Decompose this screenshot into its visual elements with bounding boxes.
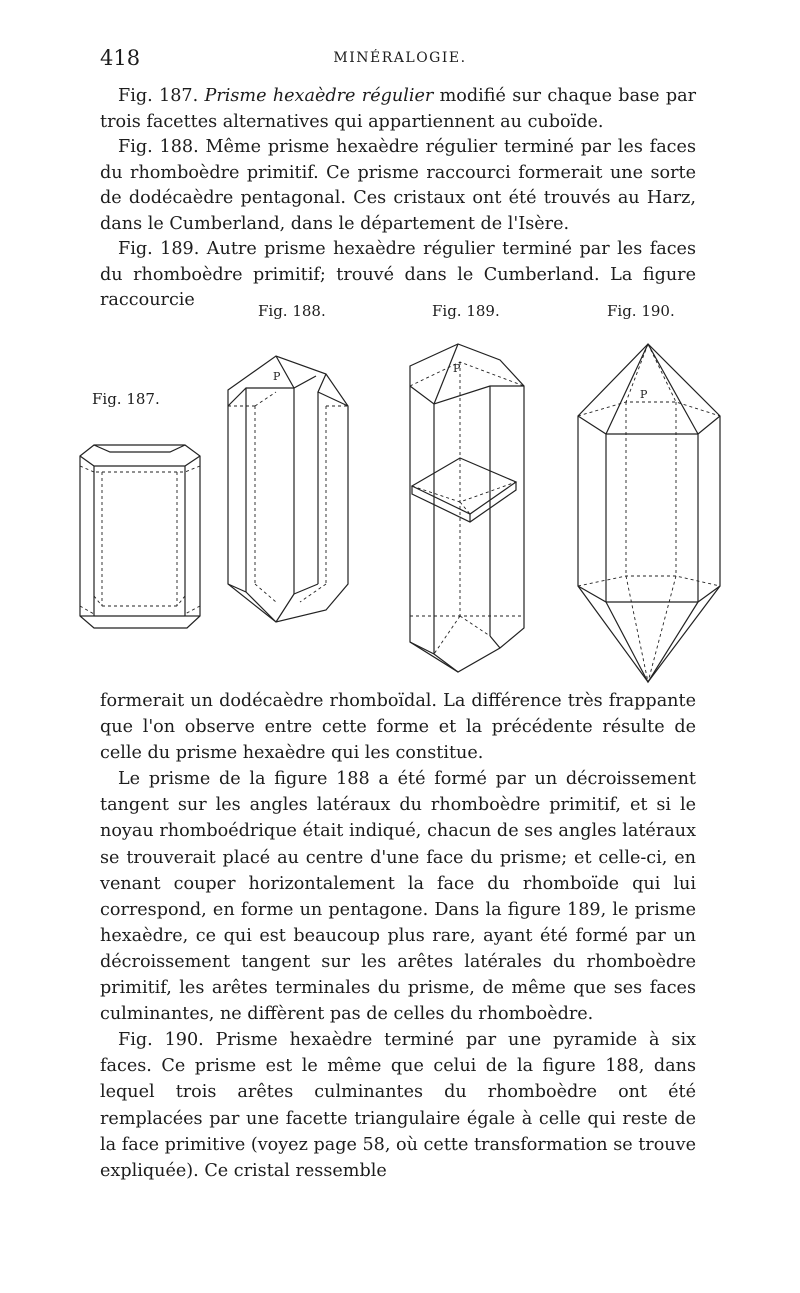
fig-188-crystal-drawing — [228, 356, 348, 622]
fig-190-face-letter: P — [640, 388, 648, 401]
paragraph-lead: Fig. 189. — [118, 239, 207, 259]
fig-187-crystal-drawing — [80, 445, 200, 628]
paragraph-lead: Fig. 187. — [118, 86, 205, 106]
figure-plate — [50, 296, 750, 688]
paragraph-fig-190: Fig. 190. Prisme hexaèdre terminé par une pyramide à six faces. Ce prisme est le même que celui de la figure 188, dans lequel trois arêtes culminantes du rhomboèdre ont été remplacées par une facette triangulaire égale à celle qui reste de la face primitive (voyez page 58, où cette transformation se trouve expliquée). Ce cristal ressemble — [100, 1030, 696, 1181]
paragraph-rest: Même prisme hexaèdre régulier terminé par les faces du rhomboèdre primitif. Ce prisme raccourci formerait une sorte de dodécaèdre pentagonal. Ces cristaux ont été trouvés au Harz, dans le Cumberland, dans le département de l'Isère. — [100, 137, 696, 234]
paragraph-prism-188: Le prisme de la figure 188 a été formé par un décroissement tangent sur les angles latéraux du rhomboèdre primitif, et si le noyau rhomboédrique était indiqué, chacun de ses angles latéraux se trouverait placé au centre d'une face du prisme; et celle-ci, en venant couper horizontalement la face du rhomboïde qui lui correspond, en forme un pentagone. Dans la figure 189, le prisme hexaèdre, ce qui est beaucoup plus rare, ayant été formé par un décroissement tangent sur les arêtes latérales du rhomboèdre primitif, les arêtes terminales du prisme, de même que ses faces culminantes, ne diffèrent pas de celles du rhomboèdre. — [100, 769, 696, 1025]
page-number: 418 — [100, 46, 141, 70]
page-header — [100, 46, 700, 76]
paragraph-fig-187 — [100, 84, 696, 135]
paragraph-lead: Fig. 188. — [118, 137, 206, 157]
text-block-top — [100, 84, 696, 314]
paragraph-continuation: formerait un dodécaèdre rhomboïdal. La différence très frappante que l'on observe entre cette forme et la précédente résulte de celle du prisme hexaèdre qui les constitue. — [100, 691, 696, 764]
text-block-bottom — [100, 688, 696, 1184]
paragraph-rest: modifié sur chaque base par trois facettes alternatives qui appartiennent au cuboïde. — [100, 86, 696, 132]
fig-187-label: Fig. 187. — [92, 390, 160, 408]
fig-188-face-letter: P — [273, 370, 281, 383]
fig-188-label: Fig. 188. — [258, 302, 326, 320]
fig-190-label: Fig. 190. — [607, 302, 675, 320]
paragraph-rest: Autre prisme hexaèdre régulier terminé par les faces du rhomboèdre primitif; trouvé dans le Cumberland. La figure raccourcie — [100, 239, 696, 310]
fig-189-face-letter: P — [453, 362, 461, 375]
running-title: MINÉRALOGIE. — [333, 50, 467, 66]
fig-190-crystal-drawing — [578, 344, 720, 682]
paragraph-fig-188 — [100, 135, 696, 237]
fig-189-label: Fig. 189. — [432, 302, 500, 320]
paragraph-italic: Prisme hexaèdre régulier — [204, 86, 434, 106]
fig-189-crystal-drawing — [410, 344, 524, 672]
crystal-drawings — [50, 296, 750, 688]
